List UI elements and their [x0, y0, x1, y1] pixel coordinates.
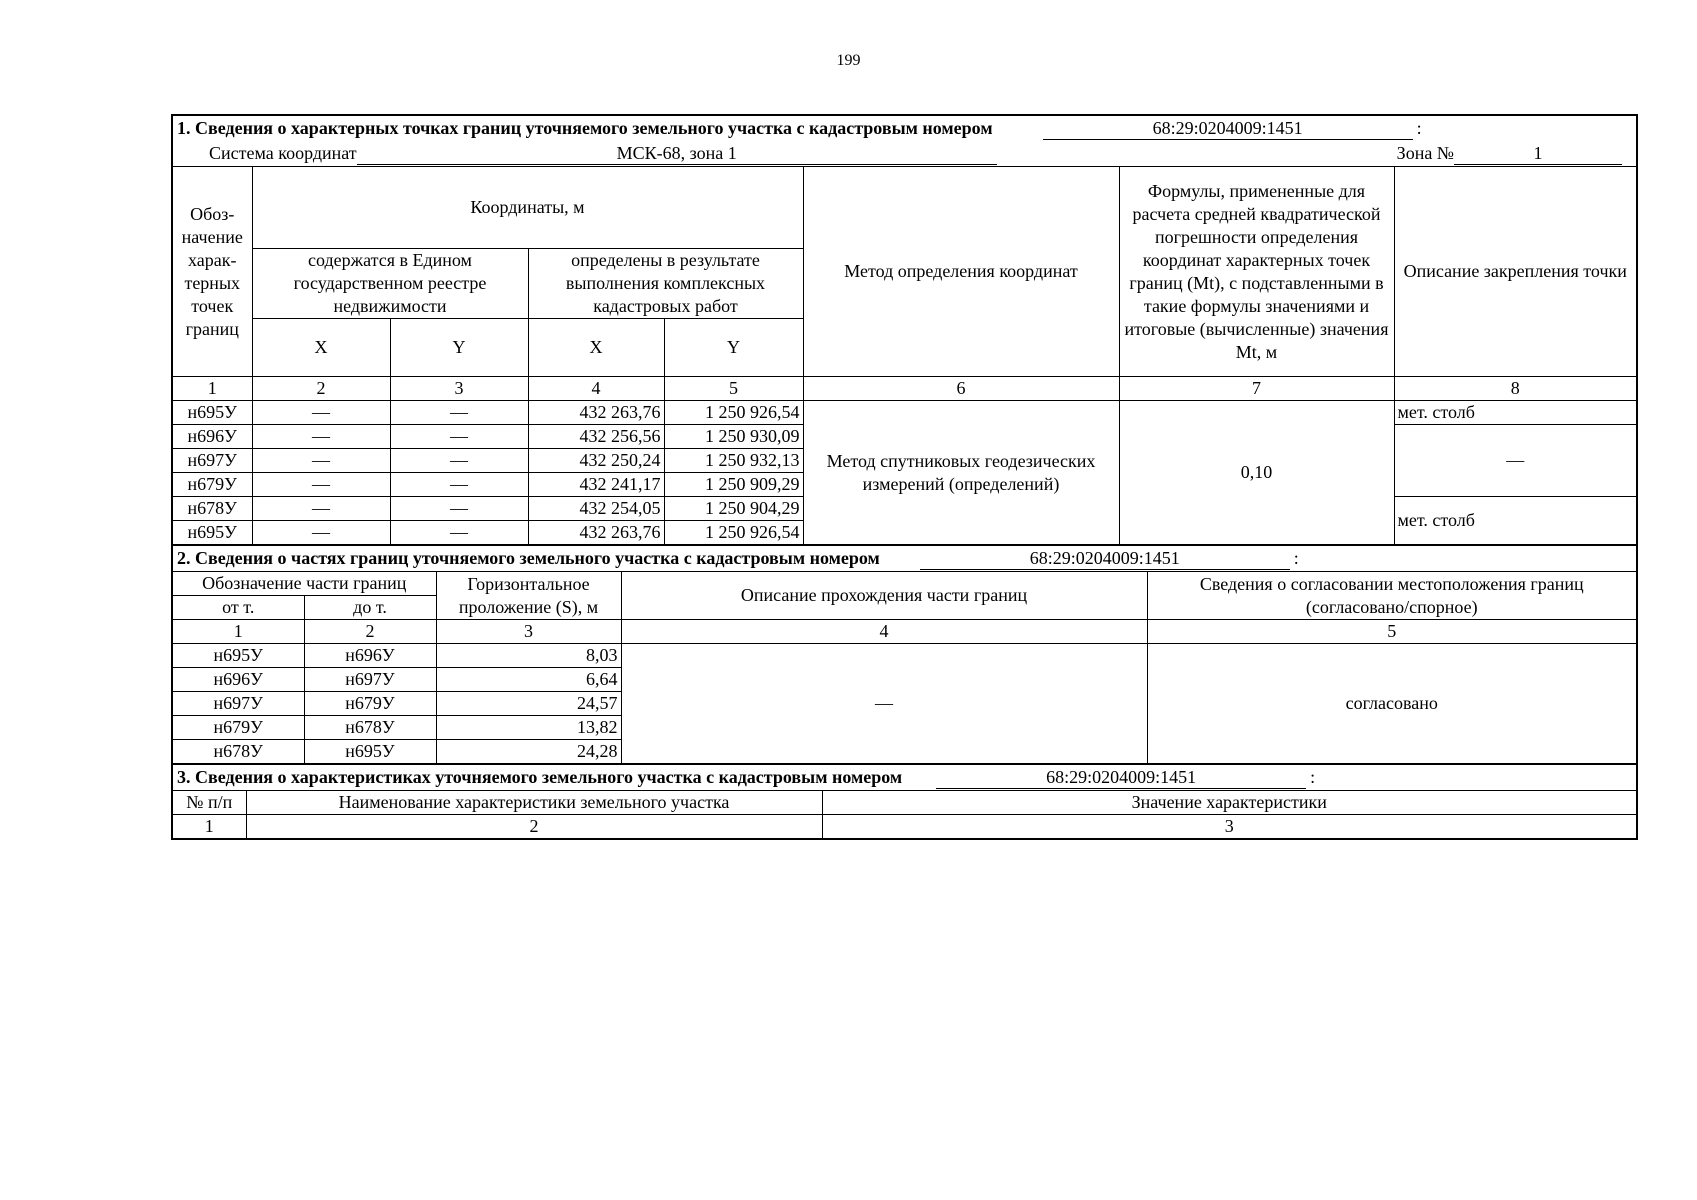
header-num: № п/п [172, 791, 246, 815]
point-cell: н695У [172, 521, 252, 545]
page-number: 199 [836, 52, 861, 69]
header-description: Описание прохождения части границ [621, 572, 1147, 620]
point-cell: н696У [172, 425, 252, 449]
y2-cell: 1 250 926,54 [664, 401, 803, 425]
col-number: 3 [436, 620, 621, 644]
section1-cadastral-number: 68:29:0204009:1451 [1043, 118, 1413, 140]
zone-label: Зона № [1396, 143, 1454, 163]
from-cell: н697У [172, 692, 304, 716]
header-y2: Y [664, 319, 803, 377]
point-cell: н678У [172, 497, 252, 521]
section2-table [171, 545, 1638, 764]
x2-cell: 432 263,76 [528, 521, 664, 545]
from-cell: н696У [172, 668, 304, 692]
header-method: Метод определения координат [803, 167, 1119, 377]
x1-cell: — [252, 521, 390, 545]
header-part: Обозначение части границ [172, 572, 436, 596]
section3-cadastral-number: 68:29:0204009:1451 [936, 767, 1306, 789]
from-cell: н679У [172, 716, 304, 740]
y2-cell: 1 250 909,29 [664, 473, 803, 497]
col-number: 3 [390, 377, 528, 401]
header-formulas: Формулы, примененные для расчета средней квадратической погрешности определения координат характерных точек границ (Mt), с подставленными в такие формулы значениями и итоговые (вычисленные) значения Mt, м [1119, 167, 1394, 377]
length-cell: 24,57 [436, 692, 621, 716]
from-cell: н695У [172, 644, 304, 668]
mt-cell: 0,10 [1119, 401, 1394, 545]
x1-cell: — [252, 425, 390, 449]
y1-cell: — [390, 497, 528, 521]
x2-cell: 432 254,05 [528, 497, 664, 521]
section3-table [171, 764, 1638, 840]
col-number: 4 [621, 620, 1147, 644]
header-name: Наименование характеристики земельного участка [246, 791, 822, 815]
y2-cell: 1 250 932,13 [664, 449, 803, 473]
header-length: Горизонтальное проложение (S), м [436, 572, 621, 620]
x1-cell: — [252, 401, 390, 425]
document-sheet [171, 114, 1636, 840]
col-number: 2 [252, 377, 390, 401]
fixing-cell: мет. столб [1394, 497, 1637, 545]
section2-cadastral-number: 68:29:0204009:1451 [920, 548, 1290, 570]
coord-system-value: МСК-68, зона 1 [357, 143, 997, 165]
header-x1: X [252, 319, 390, 377]
zone-value: 1 [1454, 143, 1622, 165]
x1-cell: — [252, 449, 390, 473]
x1-cell: — [252, 497, 390, 521]
length-cell: 13,82 [436, 716, 621, 740]
section3-title-row [172, 765, 1637, 791]
y1-cell: — [390, 449, 528, 473]
header-complex: определены в результате выполнения комплексных кадастровых работ [528, 249, 803, 319]
y1-cell: — [390, 473, 528, 497]
header-y1: Y [390, 319, 528, 377]
coord-system-label: Система координат [209, 143, 357, 163]
col-number: 1 [172, 620, 304, 644]
header-value: Значение характеристики [822, 791, 1637, 815]
coord-system-row [172, 141, 1637, 167]
header-x2: X [528, 319, 664, 377]
header-agreement: Сведения о согласовании местоположения границ (согласовано/спорное) [1147, 572, 1637, 620]
x1-cell: — [252, 473, 390, 497]
header-coords: Координаты, м [252, 167, 803, 249]
header-fixing: Описание закрепления точки [1394, 167, 1637, 377]
x2-cell: 432 256,56 [528, 425, 664, 449]
section3-title: 3. Сведения о характеристиках уточняемого земельного участка с кадастровым номером [177, 767, 903, 787]
length-cell: 6,64 [436, 668, 621, 692]
description-cell: — [621, 644, 1147, 764]
section2-title-row [172, 546, 1637, 572]
y1-cell: — [390, 521, 528, 545]
y2-cell: 1 250 926,54 [664, 521, 803, 545]
fixing-cell: мет. столб [1394, 401, 1637, 425]
col-number: 1 [172, 815, 246, 840]
table-row [172, 401, 1637, 425]
agreement-cell: согласовано [1147, 644, 1637, 764]
section1-title-row [172, 115, 1637, 141]
col-number: 4 [528, 377, 664, 401]
y1-cell: — [390, 425, 528, 449]
point-cell: н679У [172, 473, 252, 497]
to-cell: н697У [304, 668, 436, 692]
point-cell: н695У [172, 401, 252, 425]
header-point: Обоз-начение харак-терных точек границ [172, 167, 252, 377]
section2-colon: : [1293, 548, 1299, 568]
fixing-cell: — [1394, 425, 1637, 497]
to-cell: н696У [304, 644, 436, 668]
to-cell: н678У [304, 716, 436, 740]
col-number: 6 [803, 377, 1119, 401]
section2-title: 2. Сведения о частях границ уточняемого земельного участка с кадастровым номером [177, 548, 880, 568]
col-number: 8 [1394, 377, 1637, 401]
to-cell: н695У [304, 740, 436, 764]
col-number: 1 [172, 377, 252, 401]
y2-cell: 1 250 930,09 [664, 425, 803, 449]
col-number: 2 [304, 620, 436, 644]
point-cell: н697У [172, 449, 252, 473]
section1-title: 1. Сведения о характерных точках границ уточняемого земельного участка с кадастровым номером [177, 118, 993, 138]
y2-cell: 1 250 904,29 [664, 497, 803, 521]
col-number: 2 [246, 815, 822, 840]
col-number: 3 [822, 815, 1637, 840]
header-from: от т. [172, 596, 304, 620]
section3-colon: : [1310, 767, 1316, 787]
table-row [172, 644, 1637, 668]
from-cell: н678У [172, 740, 304, 764]
to-cell: н679У [304, 692, 436, 716]
length-cell: 24,28 [436, 740, 621, 764]
y1-cell: — [390, 401, 528, 425]
method-cell: Метод спутниковых геодезических измерений (определений) [803, 401, 1119, 545]
header-egrn: содержатся в Едином государственном реестре недвижимости [252, 249, 528, 319]
col-number: 5 [1147, 620, 1637, 644]
length-cell: 8,03 [436, 644, 621, 668]
section1-colon: : [1416, 118, 1422, 138]
header-to: до т. [304, 596, 436, 620]
col-number: 5 [664, 377, 803, 401]
col-number: 7 [1119, 377, 1394, 401]
x2-cell: 432 263,76 [528, 401, 664, 425]
x2-cell: 432 250,24 [528, 449, 664, 473]
section1-table [171, 114, 1638, 545]
x2-cell: 432 241,17 [528, 473, 664, 497]
